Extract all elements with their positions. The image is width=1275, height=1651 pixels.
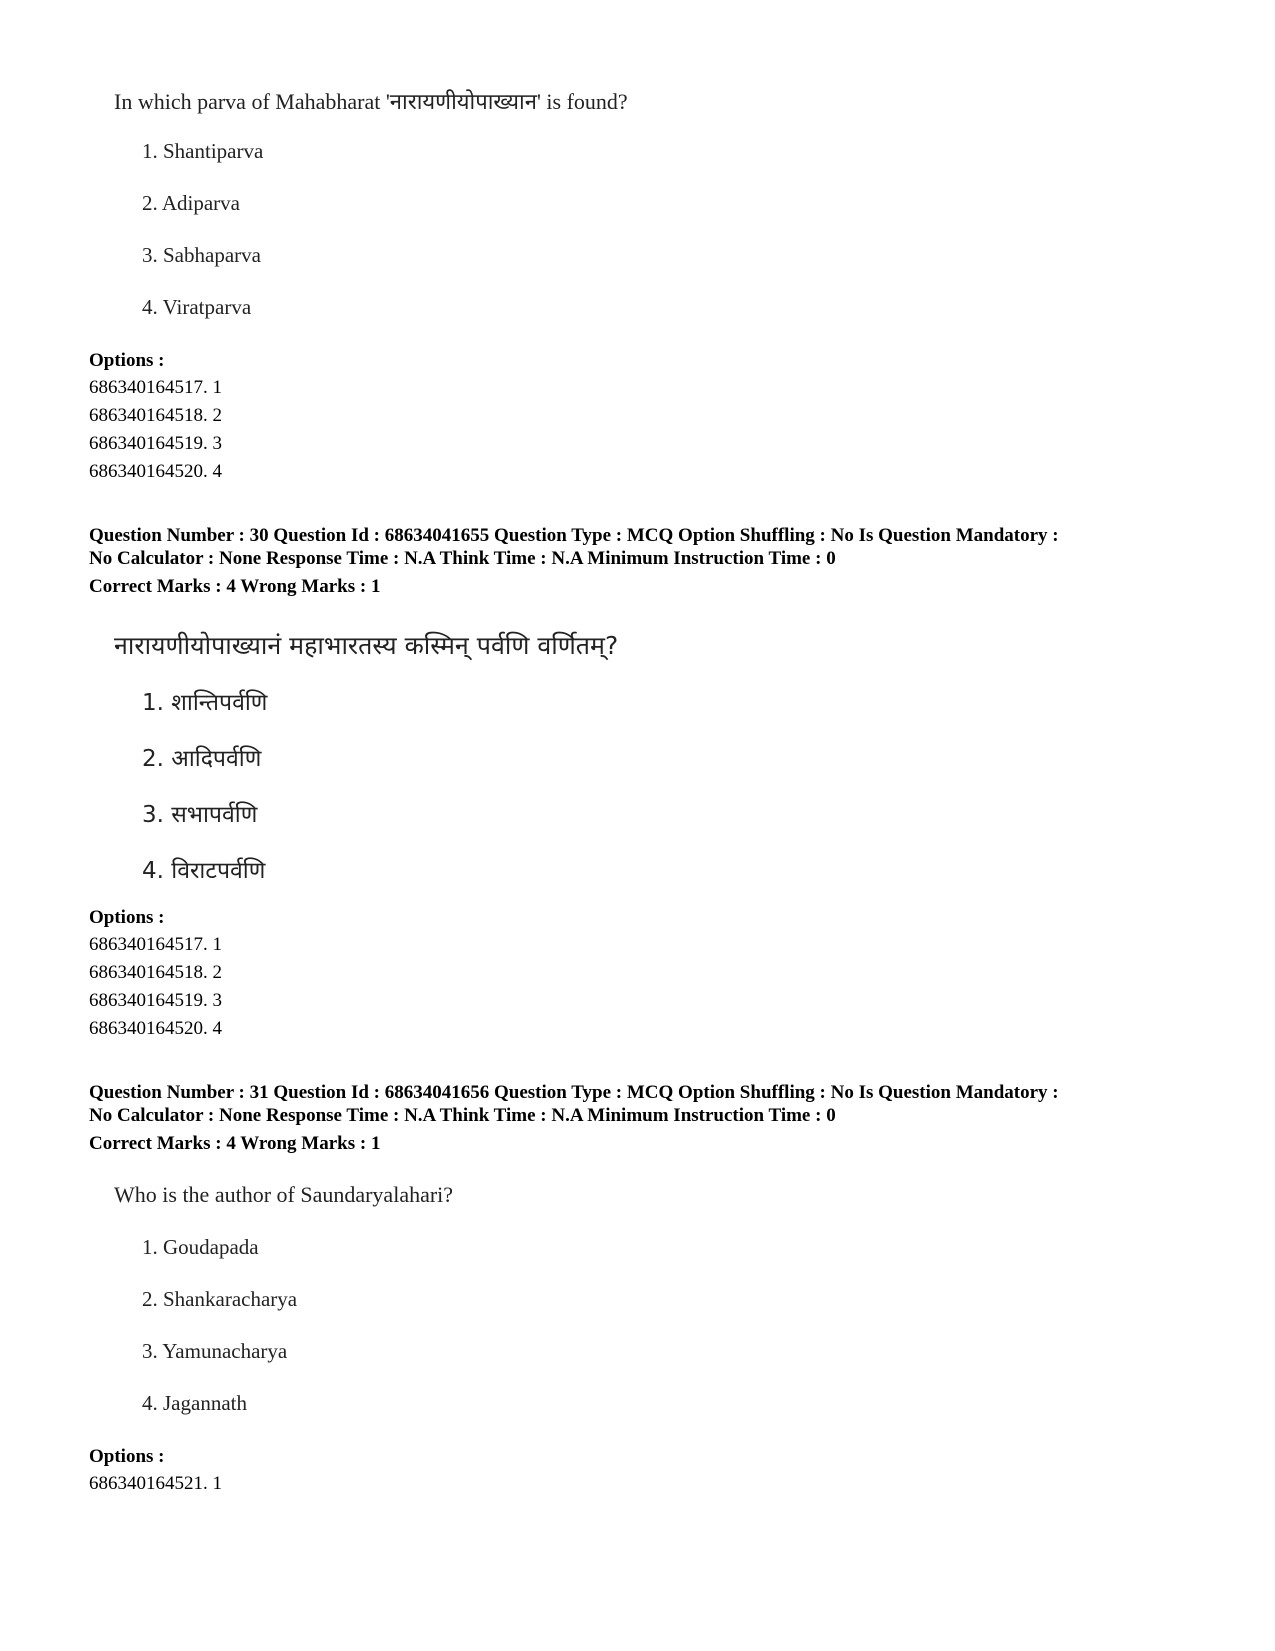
options-label: Options : <box>89 350 165 371</box>
choice-2: 2. Shankaracharya <box>142 1287 298 1311</box>
question-marks: Correct Marks : 4 Wrong Marks : 1 <box>89 1133 381 1154</box>
choice-1: 1. Goudapada <box>142 1235 259 1259</box>
choice-2: 2. आदिपर्वणि <box>142 746 262 772</box>
choice-3: 3. Sabhaparva <box>142 243 261 267</box>
choice-4: 4. Jagannath <box>142 1391 247 1415</box>
question-meta-line-1: Question Number : 30 Question Id : 68634041655 Question Type : MCQ Option Shuffling : No Is Question Mandatory : <box>89 525 1059 546</box>
option-id: 686340164520. 4 <box>89 1018 222 1039</box>
choice-3: 3. सभापर्वणि <box>142 802 258 828</box>
options-label: Options : <box>89 907 165 928</box>
choice-4: 4. विराटपर्वणि <box>142 858 266 884</box>
option-id: 686340164517. 1 <box>89 934 222 955</box>
option-id: 686340164518. 2 <box>89 962 222 983</box>
question-text: नारायणीयोपाख्यानं महाभारतस्य कस्मिन् पर्वणि वर्णितम्? <box>114 631 619 660</box>
question-meta-line-1: Question Number : 31 Question Id : 68634041656 Question Type : MCQ Option Shuffling : No Is Question Mandatory : <box>89 1082 1059 1103</box>
option-id: 686340164519. 3 <box>89 433 222 454</box>
option-id: 686340164517. 1 <box>89 377 222 398</box>
question-meta-line-2: No Calculator : None Response Time : N.A Think Time : N.A Minimum Instruction Time : 0 <box>89 1105 836 1126</box>
choice-4: 4. Viratparva <box>142 295 252 319</box>
option-id: 686340164521. 1 <box>89 1473 222 1494</box>
choice-1: 1. शान्तिपर्वणि <box>142 690 268 716</box>
option-id: 686340164518. 2 <box>89 405 222 426</box>
question-text: In which parva of Mahabharat 'नारायणीयोपाख्यान' is found? <box>114 89 628 114</box>
options-label: Options : <box>89 1446 165 1467</box>
option-id: 686340164519. 3 <box>89 990 222 1011</box>
choice-3: 3. Yamunacharya <box>142 1339 288 1363</box>
question-text: Who is the author of Saundaryalahari? <box>114 1182 454 1207</box>
option-id: 686340164520. 4 <box>89 461 222 482</box>
question-marks: Correct Marks : 4 Wrong Marks : 1 <box>89 576 381 597</box>
choice-2: 2. Adiparva <box>142 191 240 215</box>
choice-1: 1. Shantiparva <box>142 139 264 163</box>
question-meta-line-2: No Calculator : None Response Time : N.A Think Time : N.A Minimum Instruction Time : 0 <box>89 548 836 569</box>
